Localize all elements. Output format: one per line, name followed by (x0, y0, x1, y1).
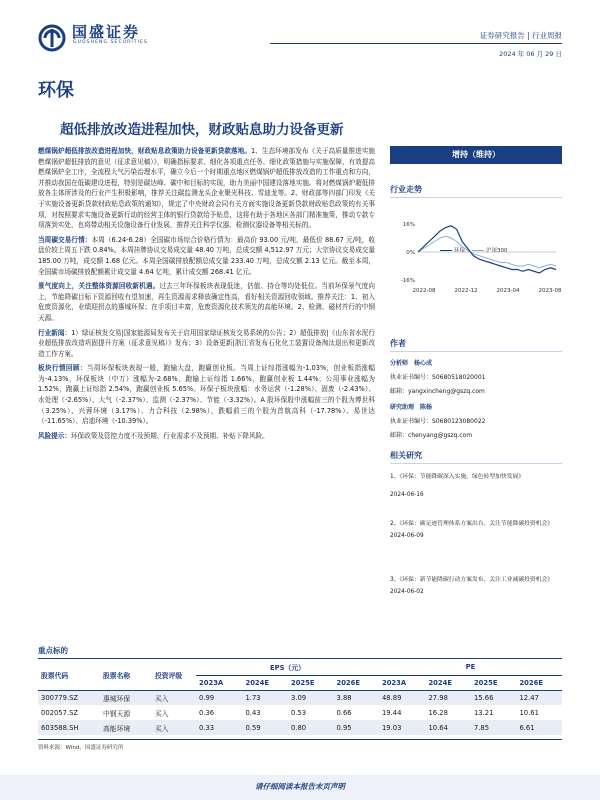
cell-pe: 27.98 (428, 693, 448, 702)
cell-eps: 1.73 (245, 693, 261, 702)
paragraph-keyword: 景气度向上，关注整体资源回收新机遇。 (38, 282, 160, 291)
related-report-date: 2024-06-16 (390, 492, 424, 498)
table-source: 资料来源：Wind，国盛证券研究所 (38, 745, 124, 751)
header-eps: EPS（元） (196, 660, 379, 675)
header-year: 2024E (245, 678, 270, 687)
header-year: 2026E (336, 678, 361, 687)
table-title: 重点标的 (38, 646, 68, 655)
cert-number: S0680123080022 (432, 418, 486, 425)
author-1-cert (390, 372, 562, 381)
cert-label: 执业证书编号： (390, 418, 433, 425)
related-report-title: 2、《环保：碳足迹管理体系方案出台，关注节能降碳投资机会》 (390, 521, 554, 527)
author-role: 研究助理 (390, 404, 415, 411)
table-row (38, 690, 562, 705)
x-tick-label: 2022-12 (454, 288, 478, 294)
cell-pe: 48.89 (381, 693, 402, 702)
cell-code: 002057.SZ (41, 708, 79, 717)
author-2-title (390, 402, 562, 411)
cell-pe: 19.03 (381, 723, 402, 732)
cell-rating: 买入 (155, 724, 169, 733)
report-body (38, 146, 375, 445)
brand-name: 国盛证券 (72, 23, 141, 41)
paragraph-keyword: 行业新闻： (38, 328, 72, 337)
header-pe: PE (379, 660, 562, 675)
author-role: 分析师 (390, 360, 409, 367)
paragraph-carbon-market (38, 235, 375, 277)
cell-name: 高能环境 (103, 724, 131, 733)
paragraph-keyword: 当周碳交易行情： (38, 235, 92, 244)
cell-name: 惠城环保 (103, 694, 131, 703)
related-heading: 相关研究 (390, 450, 562, 464)
paragraph-market-review (38, 363, 375, 427)
header-divider (270, 43, 562, 44)
cell-eps: 0.80 (290, 723, 307, 732)
header-rating: 投资评级 (155, 671, 183, 680)
cell-eps: 0.43 (245, 708, 261, 717)
brand-name-en: GUOSHENG SECURITIES (73, 40, 148, 45)
cell-eps: 0.33 (199, 723, 215, 732)
guosheng-logo-icon (38, 24, 68, 52)
header-year: 2024E (428, 678, 452, 687)
table-row (38, 705, 562, 720)
email-label: 邮箱： (390, 388, 409, 395)
paragraph-text: 本周（6.24-6.28）全国碳市场综合价格行情为：最高价 93.00 元/吨，最低价 88.67 元/吨，收盘价较上周五下跌 0.84%。本周挂牌协议交易成交量 48.40 万吨，总成交额 4,512.97 万元；大宗协议交易成交量 185.00 万吨，成交额 1.68 亿元。本周全国碳排放配额总成交量 233.40 万吨，总成交额 2.13 亿元。截至本周，全国碳市场碳排放配额累计成交量 4.64 亿吨，累计成交额 268.41 亿元。 (38, 235, 375, 276)
x-tick-label: 2022-08 (412, 288, 436, 294)
related-report-1[interactable] (390, 471, 565, 501)
y-tick-label: 16% (402, 222, 415, 228)
paragraph-text: 过去三年环保板块表现低迷，估值、持仓等均处低位。当前环保景气度向上，节能降碳目标下资源回收有望加速，再生资源需求释放确定性高，看好相关资源回收领域。推荐关注：1、初入危废资源化，业绩迎拐点的惠城环保；在手项目丰富，危废资源化技术领先的高能环境。2、检测、磁材并行的中钢天源。 (38, 282, 375, 322)
cell-pe: 12.47 (519, 693, 539, 702)
footer-disclaimer: 请仔细阅读本报告末页声明 (255, 782, 345, 791)
trend-heading: 行业走势 (390, 184, 562, 198)
email-address[interactable]: chenyang@gszq.com (408, 432, 473, 439)
email-label: 邮箱： (390, 432, 409, 439)
paragraph-news (38, 328, 375, 360)
related-report-title: 3、《环保：新节能降碳行动方案发布，关注工业减碳投资机会》 (390, 577, 554, 583)
cell-code: 300779.SZ (41, 693, 79, 702)
paragraph-keyword: 板块行情回顾： (38, 364, 87, 373)
x-tick-label: 2023-08 (538, 288, 562, 294)
report-date: 2024 年 06 月 29 日 (499, 50, 562, 58)
author-1-title (390, 358, 562, 367)
cell-eps: 0.95 (336, 723, 352, 732)
author-2-cert (390, 416, 562, 425)
cell-rating: 买入 (155, 709, 169, 718)
legend-label-index: 沪深300 (486, 248, 508, 254)
email-address[interactable]: yangxincheng@gszq.com (408, 388, 485, 395)
author-name: 杨心成 (414, 360, 433, 367)
paragraph-policy (38, 146, 375, 231)
cell-name: 中钢天源 (103, 709, 131, 718)
series-line-sector (418, 226, 556, 273)
paragraph-outlook (38, 281, 375, 323)
cell-code: 603588.SH (41, 723, 79, 732)
authors-heading: 作者 (390, 338, 562, 352)
table-top-rule (38, 658, 562, 659)
paragraph-text: 当周环保板块表现一般，跑输大盘，跑赢创业板。当周上证综指涨幅为-1.03%，创业板指涨幅为-4.13%，环保板块（中万）涨幅为-2.68%，跑输上证综指 1.66%，跑赢创业板 1.44%；公用事业涨幅为 1.52%，跑赢上证综指 2.54%，跑赢创业板 5.65%。环保子板块涨幅：水务运营（-1.28%）、固废（-2.43%）、水处理（-2.65%）、大气（-2.37%）、监测（-2.37%）、节能（-3.32%）。A 股环保股中涨幅前三的个股为博世科（3.25%）、兴蓉环境（3.17%）、力合科技（2.98%），跌幅前三的个股为首航高科（-17.78%）、易世达（-11.65%）、启迪环境（-10.39%）。 (38, 364, 375, 426)
doc-type: 证券研究报告 | 行业周报 (479, 31, 562, 40)
paragraph-text: 1、生态环境部发布《关于高质量推进实施燃煤锅炉超低排放的意见（征求意见稿）》，明确指标要求、细化各项重点任务、细化政策措施与实施保障，有效提高燃煤锅炉全工序，全流程大气污染治理水平，确立今后一个时期重点地区燃煤锅炉超低排放改造的工作重点和方向，并推动我国在低碳建设进程，特别是碳达峰、碳中和目标的实现，助力美丽中国建设落地实施。将对燃煤锅炉超低排放各主体所涉及的行业产生积极影响，推荐关注碳监测龙头企业聚光科技、雪迪龙等。2、财政部等四部门印发《关于实施设备更新贷款财政贴息政策的通知》，规定了中央财政会同有关方面实施设备更新贷款财政贴息政策的有关事项，对按照要求实施设备更新行动的经营主体的银行贷款给予贴息，这将有助于各地区各部门精准施策，推动专款专项落到实处，也将带动相关设施设备行业发展，推荐关注科学仪器、检测仪器设备等相关标的。 (38, 147, 376, 230)
legend-label-sector: 环保 (454, 248, 466, 254)
header-year: 2026E (519, 678, 543, 687)
cell-pe: 16.28 (428, 708, 448, 717)
related-report-3[interactable] (390, 574, 565, 598)
cell-eps: 0.59 (245, 723, 261, 732)
cell-eps: 3.09 (290, 693, 307, 702)
related-report-date: 2024-06-09 (390, 533, 424, 539)
report-header (0, 0, 600, 60)
key-stocks-table (38, 660, 562, 735)
related-report-date: 2024-06-02 (390, 589, 424, 595)
cell-pe: 10.61 (519, 708, 539, 717)
paragraph-text: 环保政策及管控力度不及预期、行业需求不及预期、补贴下降风险。 (70, 431, 269, 440)
paragraph-risk (38, 431, 375, 442)
paragraph-keyword: 燃煤锅炉超低排放改造进程加快，财政贴息政策助力设备更新贷款落地。 (38, 147, 251, 155)
cell-rating: 买入 (155, 694, 169, 703)
cert-number: S0680518020001 (432, 374, 486, 381)
cell-pe: 6.61 (519, 723, 535, 732)
related-report-title: 1、《环保：节能降碳深入实施，绿色转型加快发展》 (390, 474, 525, 480)
table-row (38, 720, 562, 735)
rating-badge: 增持（维持） (390, 146, 562, 164)
paragraph-keyword: 风险提示： (38, 431, 71, 440)
cell-eps: 0.53 (290, 708, 307, 717)
report-headline: 超低排放改造进程加快，财政贴息助力设备更新 (60, 122, 344, 138)
cell-eps: 0.99 (199, 693, 215, 702)
author-2-email (390, 430, 562, 439)
header-name: 股票名称 (103, 671, 131, 680)
trend-chart (390, 210, 562, 305)
cell-eps: 0.66 (336, 708, 352, 717)
cell-pe: 13.21 (473, 708, 494, 717)
related-report-2[interactable] (390, 518, 565, 542)
cert-label: 执业证书编号： (390, 374, 433, 381)
author-name: 陈杨 (420, 404, 433, 411)
header-year: 2025E (290, 678, 315, 687)
cell-pe: 19.44 (381, 708, 402, 717)
cell-pe: 7.85 (473, 723, 490, 732)
y-tick-label: 0% (406, 250, 415, 256)
paragraph-text: 1）绿证核发交易|国家能源局发布关于启用国家绿证核发交易系统的公告；2）超低排放|《山东省水泥行业超低排放改造巩固提升方案（征求意见稿）》发布；3）设备更新|浙江省发布石化化工装置设备淘汰退出和更新改造工作方案。 (38, 328, 375, 358)
sector-title: 环保 (38, 80, 74, 101)
table-bottom-rule (38, 739, 562, 740)
cell-pe: 15.66 (473, 693, 494, 702)
header-year: 2023A (381, 678, 407, 687)
cell-eps: 3.88 (336, 693, 352, 702)
cell-eps: 0.36 (199, 708, 215, 717)
header-year: 2023A (199, 678, 224, 687)
x-tick-label: 2023-04 (496, 288, 520, 294)
author-1-email (390, 386, 562, 395)
table-header-row (38, 660, 562, 675)
y-tick-label: -16% (400, 278, 415, 284)
header-year: 2025E (473, 678, 498, 687)
header-code: 股票代码 (41, 671, 69, 680)
cell-pe: 10.64 (428, 723, 448, 732)
